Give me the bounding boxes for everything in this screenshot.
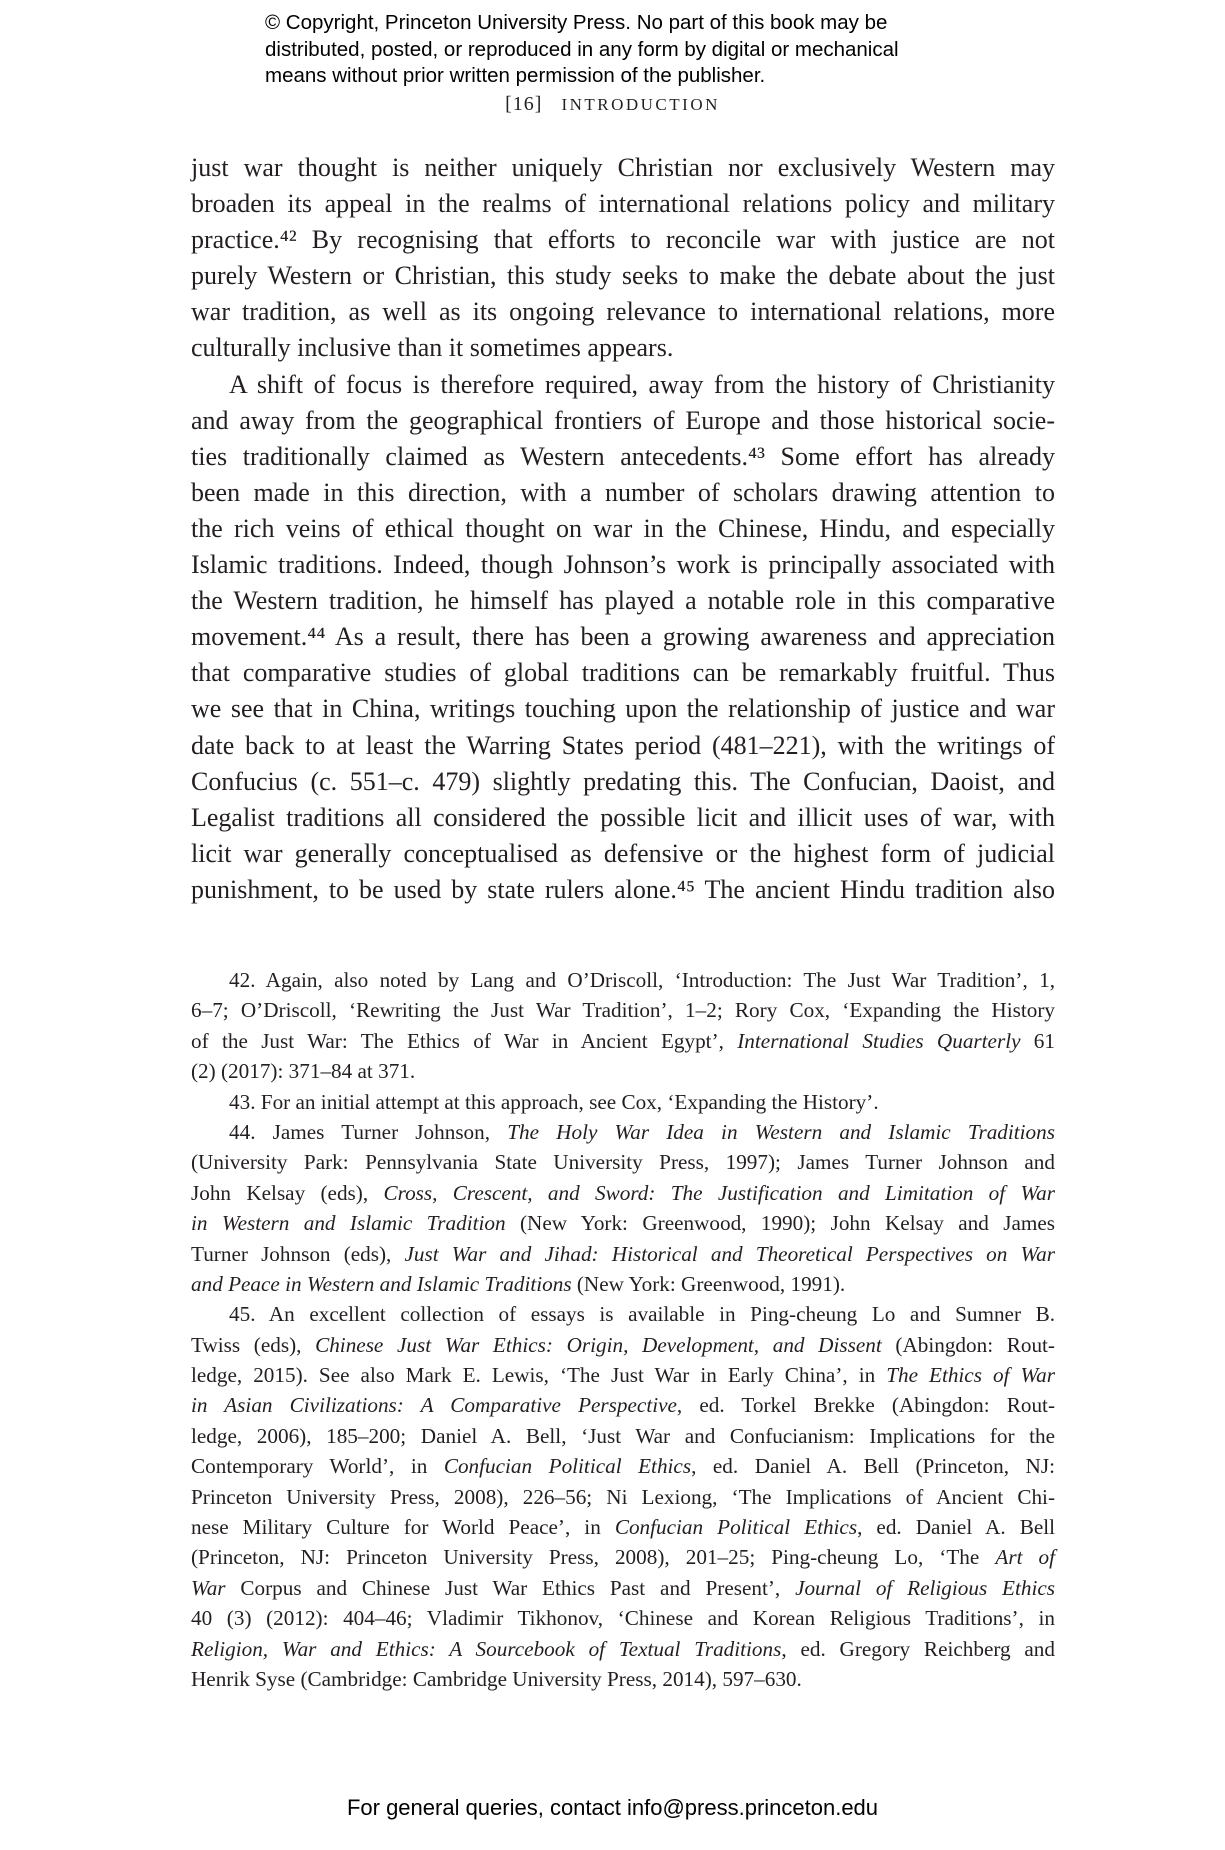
footnote-line: Henrik Syse (Cambridge: Cambridge University Press, 2014), 597–630. (191, 1666, 802, 1691)
body-line: been made in this direction, with a number of scholars drawing attention to (191, 477, 1055, 507)
footnote-line: John Kelsay (eds), Cross, Crescent, and Sword: The Justification and Limitation of War (191, 1180, 1056, 1205)
italic-title: Cross, Crescent, and Sword: The Justification and Limitation of War (383, 1180, 1056, 1205)
body-line: and away from the geographical frontiers of Europe and those historical socie- (191, 405, 1055, 435)
body-line: Islamic traditions. Indeed, though Johnson’s work is principally associated with (191, 550, 1055, 580)
body-line: punishment, to be used by state rulers alone.⁴⁵ The ancient Hindu tradition also (191, 874, 1055, 904)
footnote-line: 43. For an initial attempt at this approach, see Cox, ‘Expanding the History’. (229, 1089, 879, 1114)
body-line: we see that in China, writings touching upon the relationship of justice and war (191, 694, 1055, 724)
body-line: the Western tradition, he himself has played a notable role in this comparative (191, 586, 1055, 616)
footnote-line: 42. Again, also noted by Lang and O’Driscoll, ‘Introduction: The Just War Tradition’, 1, (229, 968, 1055, 992)
body-line: the rich veins of ethical thought on war in the Chinese, Hindu, and especially (191, 513, 1055, 543)
footnote-line: Contemporary World’, in Confucian Political Ethics, ed. Daniel A. Bell (Princeton, NJ: (191, 1454, 1055, 1479)
body-line: ties traditionally claimed as Western antecedents.⁴³ Some effort has already (191, 441, 1055, 471)
footnote-line: 6–7; O’Driscoll, ‘Rewriting the Just War Tradition’, 1–2; Rory Cox, ‘Expanding the History (191, 998, 1055, 1023)
footnote-line: in Western and Islamic Tradition (New York: Greenwood, 1990); John Kelsay and James (191, 1211, 1055, 1236)
running-head-title: INTRODUCTION (561, 95, 720, 114)
body-line: war tradition, as well as its ongoing relevance to international relations, more (191, 297, 1055, 327)
footnote-line: Princeton University Press, 2008), 226–56; Ni Lexiong, ‘The Implications of Ancient Chi- (191, 1484, 1055, 1509)
italic-title: Journal of Religious Ethics (795, 1575, 1055, 1600)
italic-title: Just War and Jihad: Historical and Theoretical Perspectives on War (404, 1241, 1055, 1266)
italic-title: in Asian Civilizations: A Comparative Perspective (191, 1393, 677, 1418)
italic-title: Religion, War and Ethics: A Sourcebook of Textual Traditions (191, 1636, 782, 1661)
italic-title: Confucian Political Ethics (443, 1454, 692, 1479)
footnote-line: ledge, 2006), 185–200; Daniel A. Bell, ‘Just War and Confucianism: Implications for the (191, 1423, 1055, 1448)
footnote-44 (191, 1117, 1055, 1299)
copyright-line: means without prior written permission of the publisher. (265, 64, 766, 87)
footnote-line: (2) (2017): 371–84 at 371. (191, 1059, 416, 1084)
body-line: date back to at least the Warring States period (481–221), with the writings of (191, 730, 1055, 760)
footnotes (191, 965, 1055, 1694)
page-number: [16] (505, 93, 543, 115)
copyright-line: distributed, posted, or reproduced in any form by digital or mechanical (265, 37, 899, 61)
footnote-42 (191, 965, 1055, 1087)
body-line: culturally inclusive than it sometimes appears. (191, 333, 674, 363)
footnote-43 (191, 1087, 1055, 1117)
footnote-line: War Corpus and Chinese Just War Ethics Past and Present’, Journal of Religious Ethics (191, 1575, 1055, 1600)
footnote-line: of the Just War: The Ethics of War in Ancient Egypt’, International Studies Quarterly 61 (191, 1028, 1055, 1053)
footer-contact: For general queries, contact info@press.princeton.edu (346, 1795, 879, 1820)
footnote-line: in Asian Civilizations: A Comparative Perspective, ed. Torkel Brekke (Abingdon: Rout- (191, 1393, 1055, 1418)
italic-title: Chinese Just War Ethics: Origin, Development, and Dissent (315, 1332, 882, 1357)
footnote-45 (191, 1299, 1055, 1694)
footnote-line: (Princeton, NJ: Princeton University Press, 2008), 201–25; Ping-cheung Lo, ‘The Art of (191, 1545, 1055, 1570)
footnote-line: 44. James Turner Johnson, The Holy War Idea in Western and Islamic Traditions (229, 1119, 1055, 1144)
running-head (0, 93, 1225, 116)
footnote-line: Religion, War and Ethics: A Sourcebook of Textual Traditions, ed. Gregory Reichberg and (191, 1636, 1055, 1661)
body-line: purely Western or Christian, this study seeks to make the debate about the just (191, 261, 1055, 291)
italic-title: and Peace in Western and Islamic Traditions (191, 1271, 572, 1296)
footnote-line: 45. An excellent collection of essays is available in Ping-cheung Lo and Sumner B. (229, 1302, 1055, 1327)
body-line: movement.⁴⁴ As a result, there has been a growing awareness and appreciation (191, 622, 1055, 652)
body-text (191, 150, 1055, 908)
italic-title: War (191, 1575, 226, 1600)
footnote-line: and Peace in Western and Islamic Traditions (New York: Greenwood, 1991). (191, 1271, 846, 1296)
italic-title: Confucian Political Ethics (614, 1515, 858, 1540)
footnote-line: Twiss (eds), Chinese Just War Ethics: Origin, Development, and Dissent (Abingdon: Rout- (191, 1332, 1055, 1357)
footnote-line: ledge, 2015). See also Mark E. Lewis, ‘The Just War in Early China’, in The Ethics of War (191, 1363, 1056, 1388)
footnote-line: nese Military Culture for World Peace’, in Confucian Political Ethics, ed. Daniel A. Bell (191, 1515, 1056, 1540)
body-line: that comparative studies of global traditions can be remarkably fruitful. Thus (191, 658, 1055, 688)
italic-title: The Holy War Idea in Western and Islamic Traditions (507, 1119, 1055, 1144)
body-line: Legalist traditions all considered the possible licit and illicit uses of war, with (191, 802, 1055, 832)
body-line: A shift of focus is therefore required, away from the history of Christianity (229, 369, 1055, 399)
footnote-line: Turner Johnson (eds), Just War and Jihad: Historical and Theoretical Perspectives on War (191, 1241, 1055, 1266)
italic-title: The Ethics of War (886, 1363, 1056, 1388)
body-line: just war thought is neither uniquely Christian nor exclusively Western may (191, 153, 1055, 182)
copyright-line: © Copyright, Princeton University Press. No part of this book may be (265, 11, 888, 34)
body-line: broaden its appeal in the realms of international relations policy and military (191, 189, 1055, 219)
italic-title: Art of (995, 1545, 1055, 1570)
body-line: practice.⁴² By recognising that efforts to reconcile war with justice are not (191, 225, 1055, 255)
italic-title: International Studies Quarterly (737, 1028, 1021, 1053)
copyright-notice (265, 10, 1025, 90)
body-line: licit war generally conceptualised as defensive or the highest form of judicial (191, 838, 1055, 868)
footnote-line: (University Park: Pennsylvania State University Press, 1997); James Turner Johnson and (191, 1150, 1055, 1175)
body-line: Confucius (c. 551–c. 479) slightly predating this. The Confucian, Daoist, and (191, 766, 1055, 796)
footnote-line: 40 (3) (2012): 404–46; Vladimir Tikhonov, ‘Chinese and Korean Religious Traditions’, in (191, 1606, 1055, 1631)
italic-title: in Western and Islamic Tradition (191, 1211, 506, 1236)
